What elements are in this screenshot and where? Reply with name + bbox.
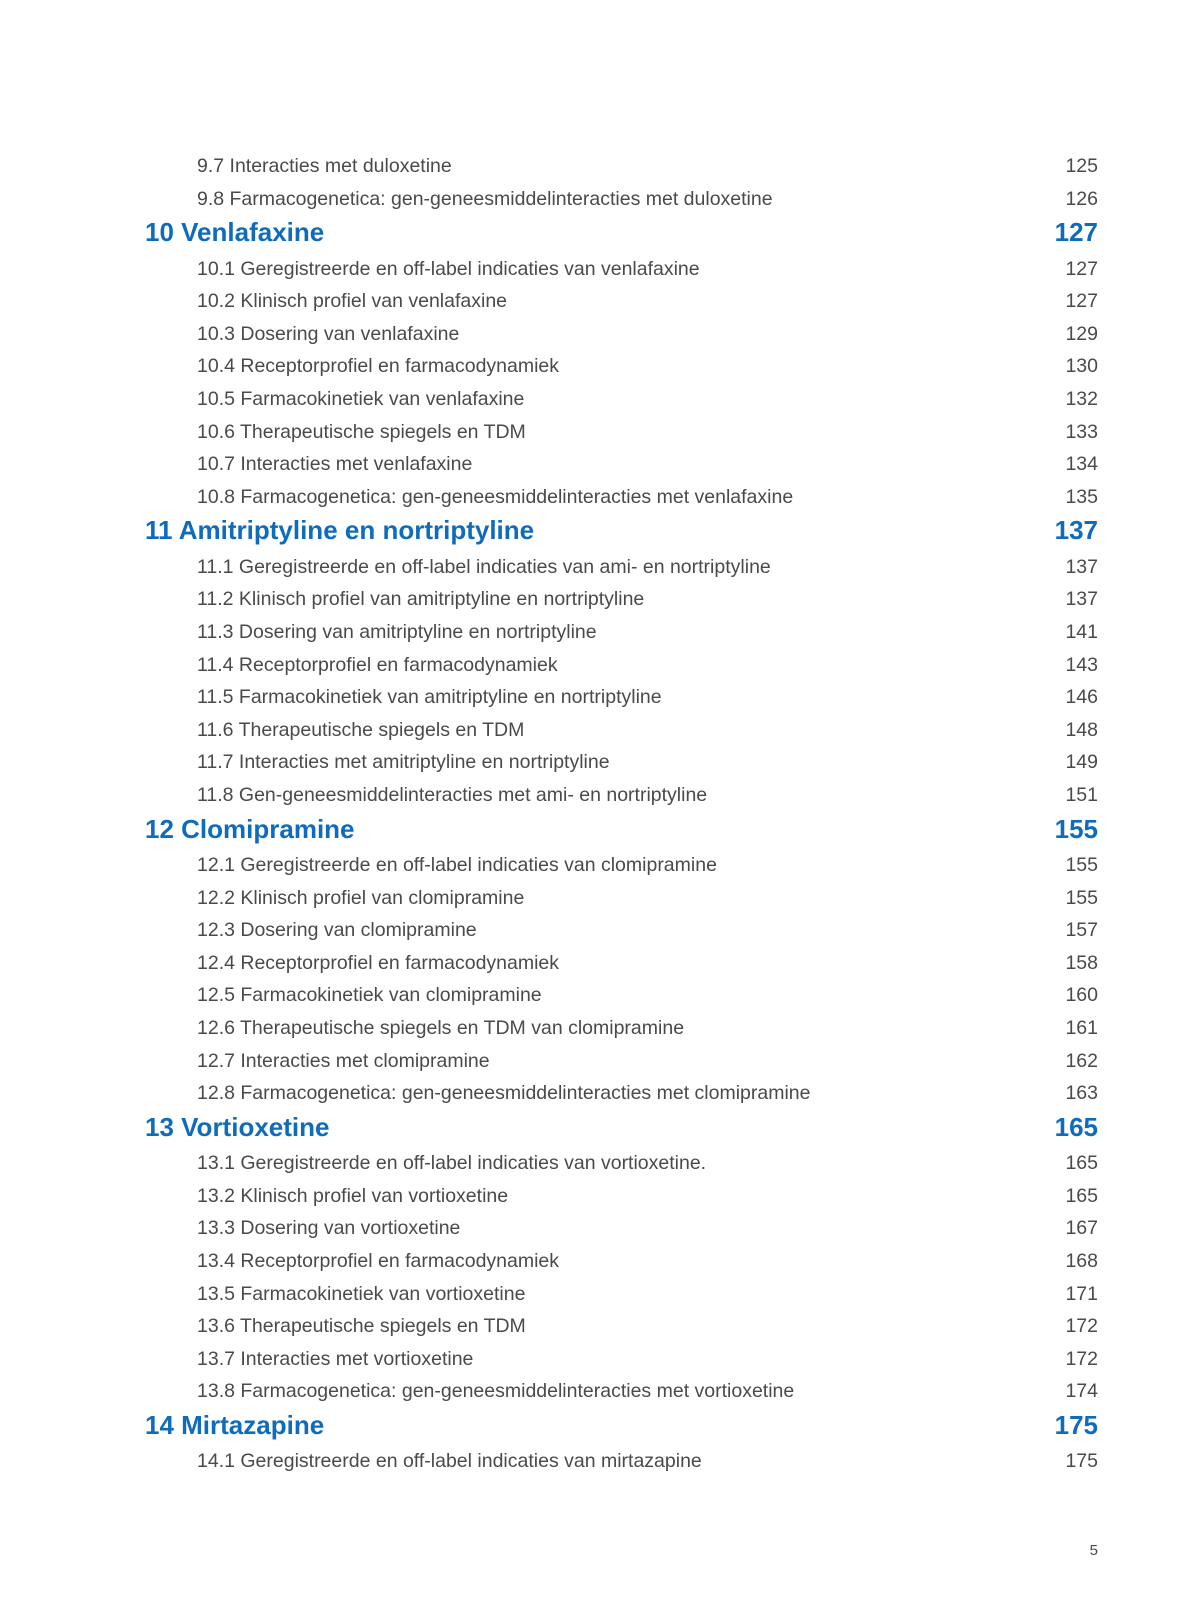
page-ref: 162: [1065, 1049, 1098, 1072]
section-title: 10.6 Therapeutische spiegels en TDM: [197, 420, 526, 443]
page-ref: 141: [1065, 621, 1098, 643]
page-ref: 155: [1065, 886, 1098, 909]
chapter-title: 11 Amitriptyline en nortriptyline: [145, 515, 535, 546]
page-ref: 137: [1065, 555, 1098, 578]
page-ref: 161: [1065, 1017, 1098, 1039]
page-ref: 168: [1065, 1250, 1098, 1272]
page-ref: 165: [1065, 1184, 1098, 1207]
page-ref: 135: [1065, 485, 1098, 508]
page-ref: 165: [1054, 1111, 1098, 1142]
page-ref: 157: [1065, 919, 1098, 942]
section-title: 14.1 Geregistreerde en off-label indicaties van mirtazapine: [197, 1450, 702, 1473]
section-title: 11.5 Farmacokinetiek van amitriptyline en nortriptyline: [197, 686, 662, 709]
page-ref: 130: [1065, 355, 1098, 378]
section-title: 12.1 Geregistreerde en off-label indicaties van clomipramine: [197, 854, 717, 876]
page-ref: 149: [1065, 751, 1098, 774]
page-ref: 174: [1065, 1380, 1098, 1403]
section-title: 10.3 Dosering van venlafaxine: [197, 322, 460, 345]
page-ref: 127: [1065, 257, 1098, 280]
chapter-title: 12 Clomipramine: [145, 813, 355, 844]
page-ref: 132: [1065, 388, 1098, 410]
section-title: 12.5 Farmacokinetiek van clomipramine: [197, 984, 542, 1007]
section-title: 13.8 Farmacogenetica: gen-geneesmiddelinteracties met vortioxetine: [197, 1380, 795, 1403]
section-title: 13.7 Interacties met vortioxetine: [197, 1347, 474, 1370]
section-title: 13.1 Geregistreerde en off-label indicaties van vortioxetine.: [197, 1152, 707, 1175]
page-ref: 133: [1065, 420, 1098, 443]
section-title: 13.2 Klinisch profiel van vortioxetine: [197, 1184, 509, 1207]
section-title: 11.7 Interacties met amitriptyline en nortriptyline: [197, 751, 610, 774]
section-title: 9.7 Interacties met duloxetine: [197, 155, 452, 177]
section-title: 10.1 Geregistreerde en off-label indicaties van venlafaxine: [197, 257, 700, 280]
section-title: 10.8 Farmacogenetica: gen-geneesmiddelinteracties met venlafaxine: [197, 485, 794, 508]
section-title: 10.2 Klinisch profiel van venlafaxine: [197, 290, 508, 313]
page-ref: 151: [1065, 784, 1098, 806]
page-ref: 125: [1065, 155, 1098, 177]
page-ref: 148: [1065, 718, 1098, 741]
chapter-title: 10 Venlafaxine: [145, 217, 325, 248]
page-ref: 167: [1065, 1217, 1098, 1240]
section-title: 12.2 Klinisch profiel van clomipramine: [197, 886, 525, 909]
page-ref: 137: [1054, 515, 1098, 546]
chapter-title: 14 Mirtazapine: [145, 1410, 325, 1440]
page-ref: 134: [1065, 453, 1098, 476]
page-ref: 137: [1065, 588, 1098, 611]
section-title: 12.4 Receptorprofiel en farmacodynamiek: [197, 951, 560, 974]
page-ref: 155: [1065, 854, 1098, 876]
section-title: 11.4 Receptorprofiel en farmacodynamiek: [197, 653, 558, 676]
section-title: 13.4 Receptorprofiel en farmacodynamiek: [197, 1250, 560, 1272]
page-ref: 175: [1065, 1450, 1098, 1473]
section-title: 12.7 Interacties met clomipramine: [197, 1049, 490, 1072]
page-ref: 172: [1065, 1315, 1098, 1338]
page-ref: 127: [1065, 290, 1098, 313]
page-ref: 126: [1065, 187, 1098, 210]
section-title: 10.7 Interacties met venlafaxine: [197, 453, 473, 476]
page-ref: 155: [1054, 813, 1098, 844]
page-ref: 165: [1065, 1152, 1098, 1175]
section-title: 11.2 Klinisch profiel van amitriptyline en nortriptyline: [197, 588, 645, 611]
section-title: 12.3 Dosering van clomipramine: [197, 919, 477, 942]
section-title: 12.8 Farmacogenetica: gen-geneesmiddelinteracties met clomipramine: [197, 1082, 811, 1105]
section-title: 13.5 Farmacokinetiek van vortioxetine: [197, 1282, 526, 1305]
section-title: 13.3 Dosering van vortioxetine: [197, 1217, 461, 1240]
page-ref: 129: [1065, 322, 1098, 345]
section-title: 11.8 Gen-geneesmiddelinteracties met ami- en nortriptyline: [197, 784, 708, 806]
page-number: 5: [1089, 1542, 1098, 1559]
page-ref: 172: [1065, 1347, 1098, 1370]
page-ref: 175: [1054, 1410, 1098, 1440]
section-title: 11.6 Therapeutische spiegels en TDM: [197, 718, 525, 741]
page-ref: 163: [1065, 1082, 1098, 1105]
chapter-title: 13 Vortioxetine: [145, 1111, 330, 1142]
page-ref: 171: [1065, 1282, 1098, 1305]
page-ref: 158: [1065, 951, 1098, 974]
page-ref: 160: [1065, 984, 1098, 1007]
section-title: 12.6 Therapeutische spiegels en TDM van clomipramine: [197, 1017, 685, 1039]
section-title: 9.8 Farmacogenetica: gen-geneesmiddelinteracties met duloxetine: [197, 187, 773, 210]
page-ref: 146: [1065, 686, 1098, 709]
section-title: 10.4 Receptorprofiel en farmacodynamiek: [197, 355, 560, 378]
section-title: 11.1 Geregistreerde en off-label indicaties van ami- en nortriptyline: [197, 555, 771, 578]
section-title: 13.6 Therapeutische spiegels en TDM: [197, 1315, 526, 1338]
page-ref: 143: [1065, 653, 1098, 676]
section-title: 10.5 Farmacokinetiek van venlafaxine: [197, 388, 525, 410]
section-title: 11.3 Dosering van amitriptyline en nortriptyline: [197, 621, 597, 643]
page-ref: 127: [1054, 217, 1098, 248]
